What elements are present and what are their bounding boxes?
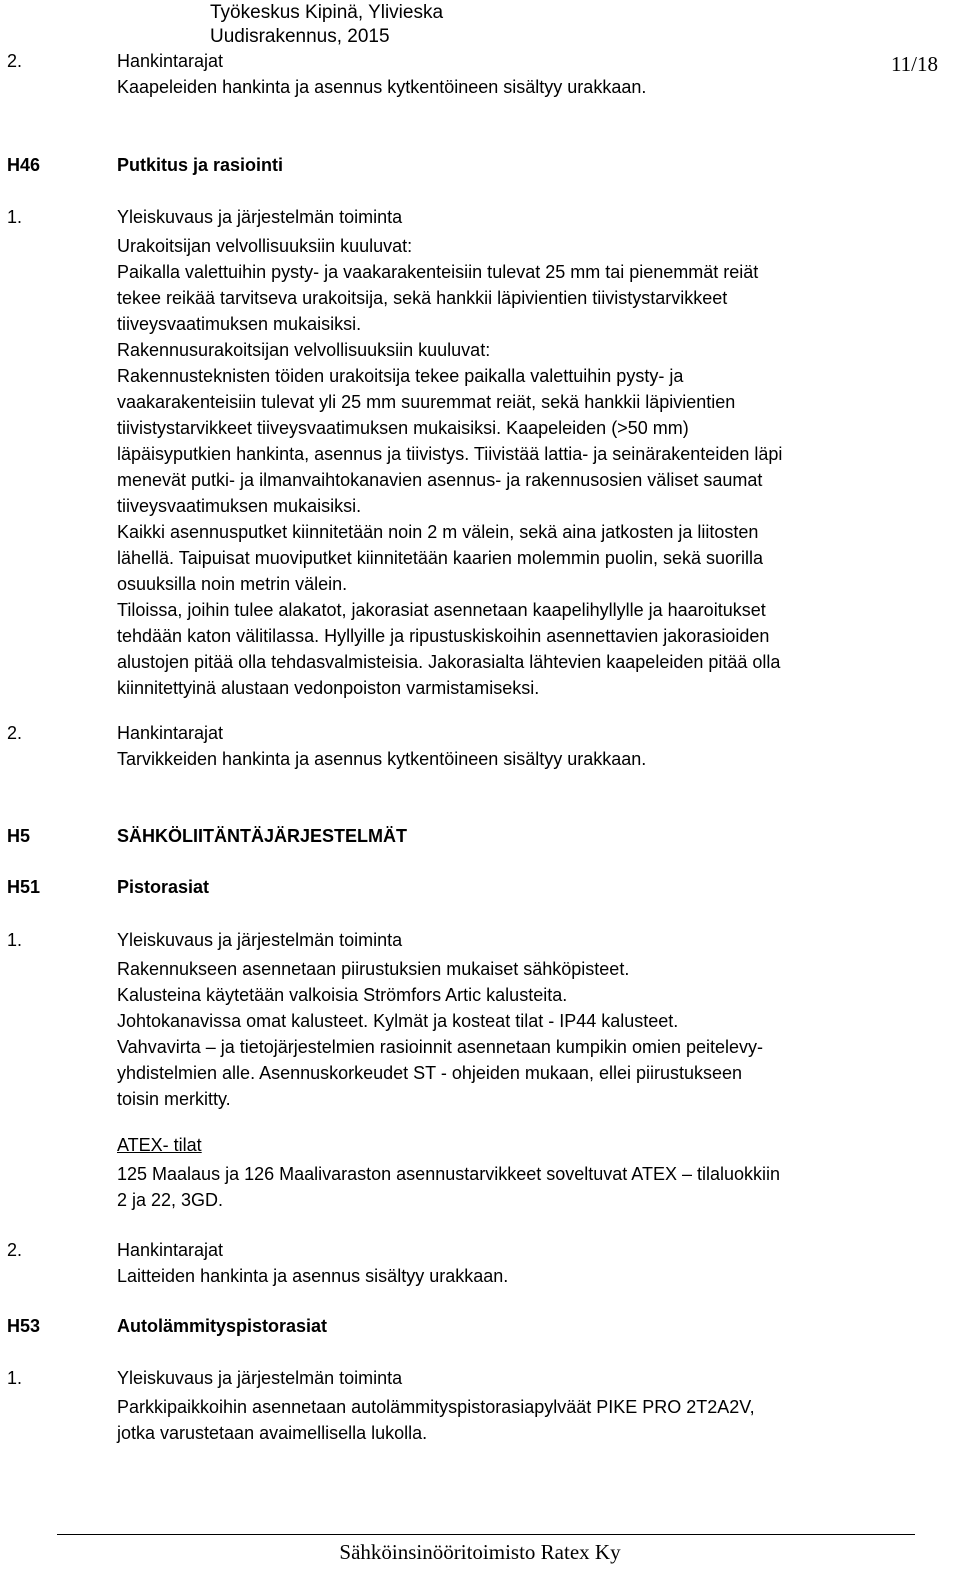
subsection-text: Laitteiden hankinta ja asennus sisältyy urakkaan.: [117, 1266, 509, 1286]
text-line: tiivistystarvikkeet tiiveysvaatimuksen mukaisiksi. Kaapeleiden (>50 mm): [117, 418, 689, 438]
section-title-h53: Autolämmityspistorasiat: [117, 1316, 328, 1336]
text-line: menevät putki- ja ilmanvaihtokanavien asennus- ja rakennusosien väliset saumat: [117, 470, 763, 490]
subsection-number: 1.: [7, 207, 23, 227]
text-line: Johtokanavissa omat kalusteet. Kylmät ja kosteat tilat - IP44 kalusteet.: [117, 1011, 679, 1031]
section-number: 2.: [7, 51, 23, 71]
text-line: Rakennusurakoitsijan velvollisuuksiin kuuluvat:: [117, 340, 491, 360]
header-project: Työkeskus Kipinä, Ylivieska: [210, 2, 444, 23]
section-heading: Hankintarajat: [117, 51, 224, 71]
text-line: lähellä. Taipuisat muoviputket kiinnitetään kaarien molemmin puolin, sekä suorilla: [117, 548, 764, 568]
subsection-heading: Yleiskuvaus ja järjestelmän toiminta: [117, 930, 403, 950]
text-line: Rakennusteknisten töiden urakoitsija tekee paikalla valettuihin pysty- ja: [117, 366, 684, 386]
text-line: kiinnitettyinä alustaan vedonpoiston varmistamiseksi.: [117, 678, 540, 698]
text-line: läpäisyputkien hankinta, asennus ja tiivistys. Tiivistää lattia- ja seinärakenteiden läpi: [117, 444, 783, 464]
text-line: Kalusteina käytetään valkoisia Strömfors Artic kalusteita.: [117, 985, 568, 1005]
text-line: alustojen pitää olla tehdasvalmisteisia. Jakorasialta lähtevien kaapeleiden pitää olla: [117, 652, 781, 672]
text-line: 2 ja 22, 3GD.: [117, 1190, 224, 1210]
text-line: Rakennukseen asennetaan piirustuksien mukaiset sähköpisteet.: [117, 959, 630, 979]
h46-description: [117, 233, 943, 701]
text-line: jotka varustetaan avaimellisella lukolla.: [117, 1423, 428, 1443]
text-line: tekee reikää tarvitseva urakoitsija, sekä hankkii läpivientien tiivistystarvikkeet: [117, 288, 728, 308]
text-line: tiiveysvaatimuksen mukaisiksi.: [117, 496, 362, 516]
text-line: Paikalla valettuihin pysty- ja vaakarakenteisiin tulevat 25 mm tai pienemmät reiät: [117, 262, 759, 282]
text-line: tehdään katon välitilassa. Hyllyille ja ripustuskiskoihin asennettavien jakorasioiden: [117, 626, 770, 646]
h53-description: [117, 1394, 943, 1446]
text-line: tiiveysvaatimuksen mukaisiksi.: [117, 314, 362, 334]
text-line: Vahvavirta – ja tietojärjestelmien rasioinnit asennetaan kumpikin omien peitelevy-: [117, 1037, 764, 1057]
text-line: Urakoitsijan velvollisuuksiin kuuluvat:: [117, 236, 413, 256]
text-line: osuuksilla noin metrin välein.: [117, 574, 348, 594]
text-line: 125 Maalaus ja 126 Maalivaraston asennustarvikkeet soveltuvat ATEX – tilaluokkiin: [117, 1164, 781, 1184]
atex-heading: ATEX- tilat: [117, 1135, 202, 1155]
h51-description: [117, 956, 943, 1112]
text-line: vaakarakenteisiin tulevat yli 25 mm suuremmat reiät, sekä hankkii läpivientien: [117, 392, 736, 412]
footer-divider: [57, 1534, 915, 1535]
section-title-h46: Putkitus ja rasiointi: [117, 155, 284, 175]
section-code-h53: H53: [7, 1316, 41, 1336]
section-text: Kaapeleiden hankinta ja asennus kytkentöineen sisältyy urakkaan.: [117, 77, 647, 97]
section-code-h5: H5: [7, 826, 31, 846]
section-code-h51: H51: [7, 877, 41, 897]
section-code-h46: H46: [7, 155, 41, 175]
header-subtitle: Uudisrakennus, 2015: [210, 26, 390, 47]
subsection-heading: Hankintarajat: [117, 723, 224, 743]
subsection-number: 1.: [7, 1368, 23, 1388]
subsection-heading: Yleiskuvaus ja järjestelmän toiminta: [117, 207, 403, 227]
text-line: Tiloissa, joihin tulee alakatot, jakorasiat asennetaan kaapelihyllylle ja haaroitukset: [117, 600, 766, 620]
text-line: Parkkipaikkoihin asennetaan autolämmityspistorasiapylväät PIKE PRO 2T2A2V,: [117, 1397, 755, 1417]
section-title-h5: SÄHKÖLIITÄNTÄJÄRJESTELMÄT: [117, 826, 408, 846]
subsection-number: 2.: [7, 1240, 23, 1260]
subsection-number: 2.: [7, 723, 23, 743]
text-line: yhdistelmien alle. Asennuskorkeudet ST - ohjeiden mukaan, ellei piirustukseen: [117, 1063, 743, 1083]
subsection-number: 1.: [7, 930, 23, 950]
subsection-heading: Yleiskuvaus ja järjestelmän toiminta: [117, 1368, 403, 1388]
subsection-heading: Hankintarajat: [117, 1240, 224, 1260]
subsection-text: Tarvikkeiden hankinta ja asennus kytkentöineen sisältyy urakkaan.: [117, 749, 647, 769]
text-line: Kaikki asennusputket kiinnitetään noin 2 m välein, sekä aina jatkosten ja liitosten: [117, 522, 759, 542]
footer-company: Sähköinsinööritoimisto Ratex Ky: [339, 1540, 621, 1564]
text-line: toisin merkitty.: [117, 1089, 231, 1109]
atex-description: [117, 1161, 943, 1213]
page-number: 11/18: [890, 52, 938, 76]
section-title-h51: Pistorasiat: [117, 877, 210, 897]
